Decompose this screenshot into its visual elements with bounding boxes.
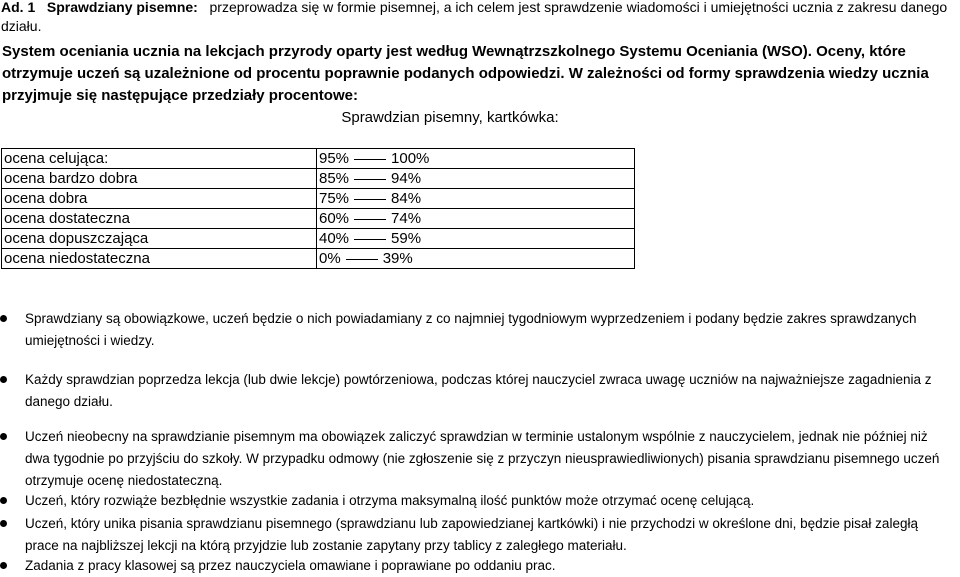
table-row bbox=[2, 149, 635, 169]
grade-range bbox=[317, 149, 635, 169]
list-item bbox=[25, 513, 955, 557]
dash-separator bbox=[354, 159, 386, 160]
range-to: 39% bbox=[382, 250, 413, 267]
dash-separator bbox=[354, 199, 386, 200]
dash-separator bbox=[346, 259, 378, 260]
section-number: Ad. 1 bbox=[1, 0, 36, 15]
table-row bbox=[2, 189, 635, 209]
range-to: 100% bbox=[391, 150, 430, 167]
dash-separator bbox=[354, 239, 386, 240]
grade-label: ocena dostateczna bbox=[2, 209, 317, 229]
dash-separator bbox=[354, 219, 386, 220]
section-title: Sprawdziany pisemne: bbox=[46, 0, 198, 15]
range-to: 74% bbox=[391, 210, 422, 227]
list-item bbox=[25, 555, 955, 577]
range-to: 84% bbox=[391, 190, 422, 207]
bullet-icon bbox=[0, 520, 7, 527]
bullet-icon bbox=[0, 562, 7, 569]
table-row bbox=[2, 249, 635, 269]
grade-label: ocena dobra bbox=[2, 189, 317, 209]
range-from: 60% bbox=[319, 210, 350, 227]
dash-separator bbox=[354, 179, 386, 180]
range-from: 85% bbox=[319, 170, 350, 187]
range-from: 95% bbox=[319, 150, 350, 167]
range-from: 0% bbox=[319, 250, 341, 267]
range-to: 94% bbox=[391, 170, 422, 187]
list-item-text: Sprawdziany są obowiązkowe, uczeń będzie o nich powiadamiany z co najmniej tygodniowym wyprzedzeniem i podany będzie zakres sprawdzanych umiejętności i wiedzy. bbox=[25, 311, 917, 348]
table-row bbox=[2, 229, 635, 249]
range-from: 75% bbox=[319, 190, 350, 207]
grade-range bbox=[317, 209, 635, 229]
grade-label: ocena dopuszczająca bbox=[2, 229, 317, 249]
grade-label: ocena bardzo dobra bbox=[2, 169, 317, 189]
list-item-text: Uczeń, który rozwiąże bezbłędnie wszystkie zadania i otrzyma maksymalną ilość punktów może otrzymać ocenę celującą. bbox=[25, 493, 755, 508]
list-item-text: Każdy sprawdzian poprzedza lekcja (lub dwie lekcje) powtórzeniowa, podczas której nauczyciel zwraca uwagę uczniów na najważniejsze zagadnienia z danego działu. bbox=[25, 372, 932, 409]
list-item-text: Uczeń nieobecny na sprawdzianie pisemnym ma obowiązek zaliczyć sprawdzian w terminie ustalonym wspólnie z nauczycielem, jednak nie później niż dwa tygodnie po przyjściu do szkoły. W przypadku odmowy (nie zgłoszenie się z przyczyn nieusprawiedliwionych) pisania sprawdzianu pisemnego uczeń otrzymuje ocenę niedostateczną. bbox=[25, 429, 940, 488]
list-item bbox=[25, 308, 955, 352]
section-heading bbox=[1, 0, 947, 17]
grade-range bbox=[317, 249, 635, 269]
intro-paragraph: System oceniania ucznia na lekcjach przyrody oparty jest według Wewnątrzszkolnego Systemu Oceniania (WSO). Oceny, które otrzymuje uczeń są uzależnione od procentu poprawnie podanych odpowiedzi. W zależności od formy sprawdzenia wiedzy ucznia przyjmuje się następujące przedziały procentowe: bbox=[2, 43, 929, 104]
range-to: 59% bbox=[391, 230, 422, 247]
grade-range bbox=[317, 169, 635, 189]
table-row bbox=[2, 169, 635, 189]
section-description-continued: działu. bbox=[1, 18, 42, 34]
list-item bbox=[25, 369, 955, 413]
list-item bbox=[25, 490, 955, 512]
bullet-icon bbox=[0, 315, 7, 322]
list-item bbox=[25, 426, 955, 492]
grade-label: ocena niedostateczna bbox=[2, 249, 317, 269]
grading-table bbox=[1, 148, 635, 269]
bullet-icon bbox=[0, 376, 7, 383]
table-caption: Sprawdzian pisemny, kartkówka: bbox=[341, 109, 559, 126]
list-item-text: Uczeń, który unika pisania sprawdzianu pisemnego (sprawdzianu lub zapowiedzianej kartkówki) i nie przychodzi w określone dni, będzie pisał zaległą prace na najbliższej lekcji na którą przyjdzie lub zostanie zapytany przy tablicy z zaległego materiału. bbox=[25, 516, 918, 553]
list-item-text: Zadania z pracy klasowej są przez nauczyciela omawiane i poprawiane po oddaniu prac. bbox=[25, 558, 556, 573]
range-from: 40% bbox=[319, 230, 350, 247]
bullet-icon bbox=[0, 433, 7, 440]
bullet-icon bbox=[0, 497, 7, 504]
section-description: przeprowadza się w formie pisemnej, a ich celem jest sprawdzenie wiadomości i umiejętności ucznia z zakresu danego bbox=[209, 0, 948, 15]
grade-range bbox=[317, 229, 635, 249]
grade-label: ocena celująca: bbox=[2, 149, 317, 169]
table-row bbox=[2, 209, 635, 229]
grade-range bbox=[317, 189, 635, 209]
